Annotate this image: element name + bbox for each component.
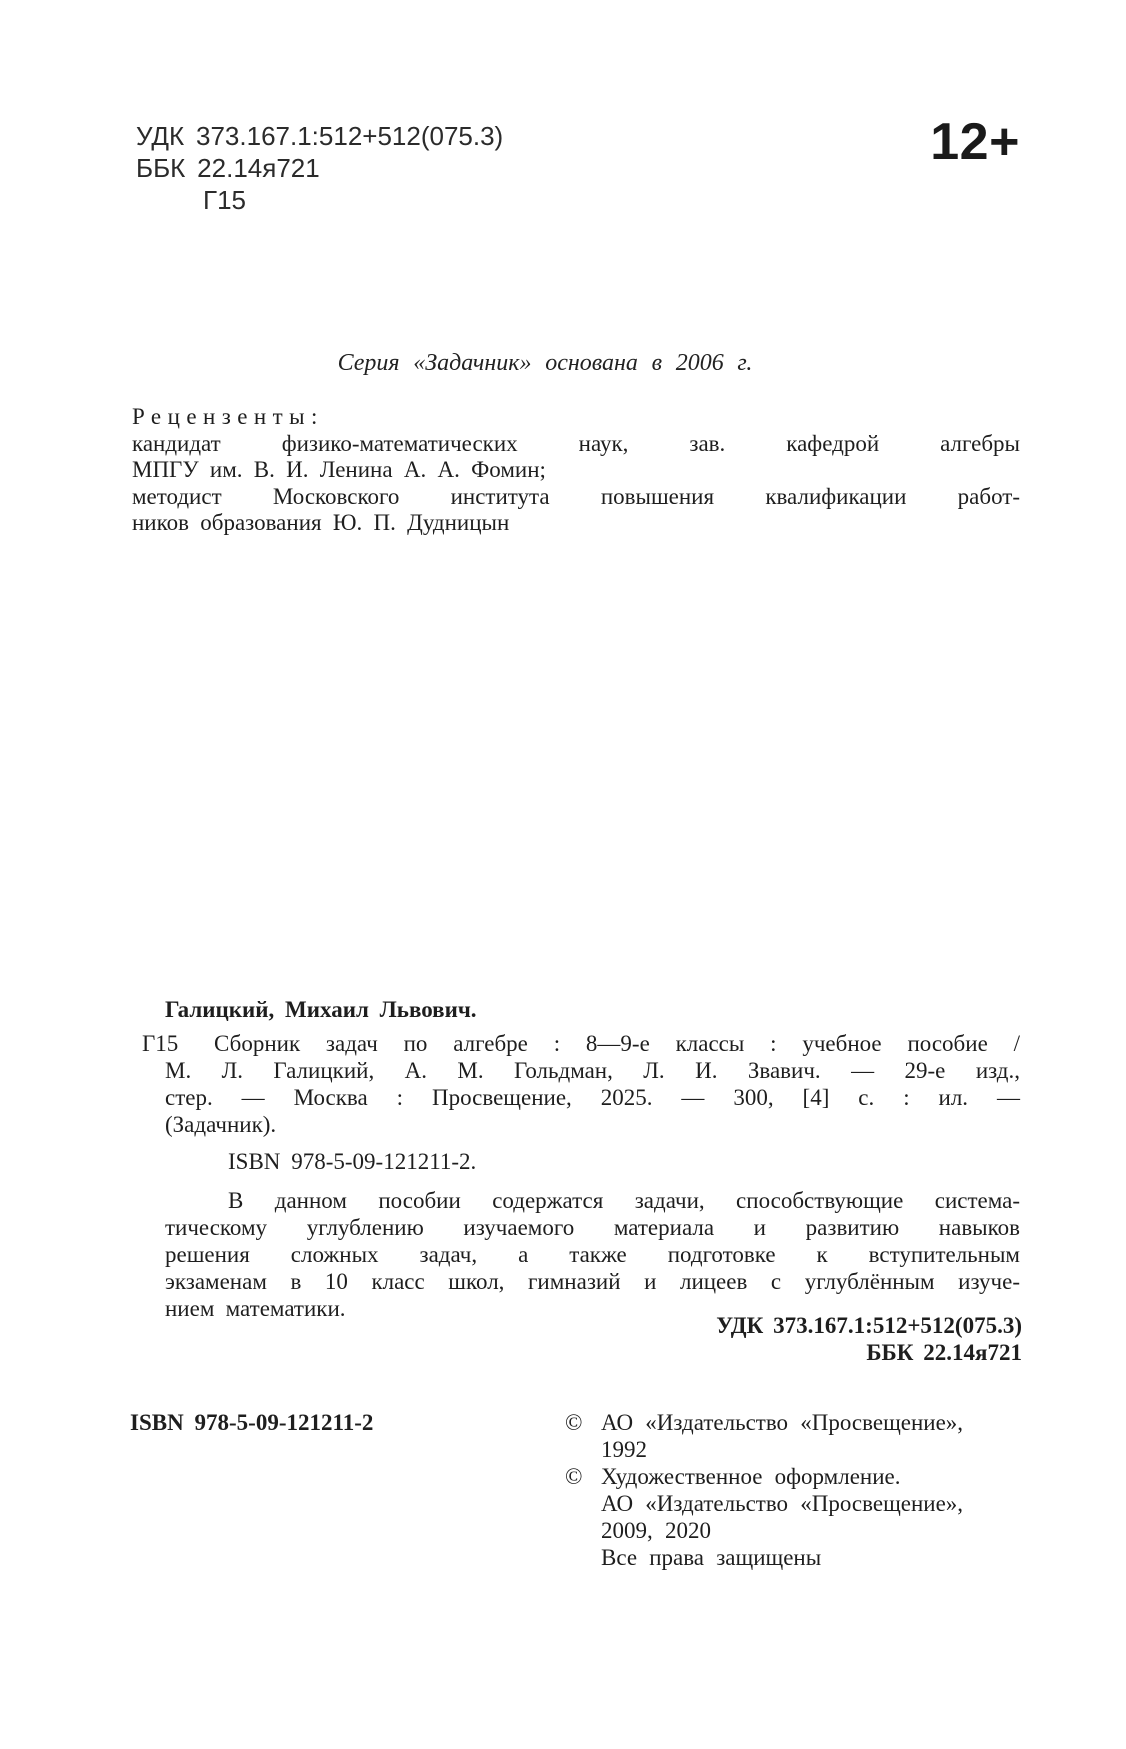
age-rating-badge: 12+ bbox=[930, 113, 1020, 171]
udk-line: УДК 373.167.1:512+512(075.3) bbox=[136, 121, 504, 151]
reviewers-block bbox=[132, 404, 1020, 537]
annotation-line: тическому углублению изучаемого материала и развитию навыков bbox=[165, 1215, 1020, 1240]
reviewer-line: методист Московского института повышения квалификации работ- bbox=[132, 483, 1020, 509]
bibliography-line: (Задачник). bbox=[165, 1112, 277, 1137]
series-note: Серия «Задачник» основана в 2006 г. bbox=[337, 350, 753, 376]
annotation-block bbox=[165, 1187, 1020, 1322]
reviewer-line: кандидат физико-математических наук, зав. кафедрой алгебры bbox=[132, 430, 1020, 456]
copyright-line: АО «Издательство «Просвещение», bbox=[601, 1491, 964, 1516]
rights-reserved-line: Все права защищены bbox=[601, 1545, 822, 1570]
copyright-line: 1992 bbox=[601, 1437, 647, 1462]
classification-block bbox=[136, 120, 503, 216]
isbn-line: ISBN 978-5-09-121211-2. bbox=[228, 1149, 477, 1174]
bibliography-line: Сборник задач по алгебре : 8—9-е классы : учебное пособие / bbox=[214, 1031, 1020, 1056]
copyright-icon: © bbox=[565, 1410, 583, 1435]
udk-line-bottom: УДК 373.167.1:512+512(075.3) bbox=[716, 1313, 1022, 1338]
bibliographic-card bbox=[165, 996, 1020, 1322]
copyright-line: Художественное оформление. bbox=[601, 1464, 901, 1489]
reviewers-heading: Рецензенты: bbox=[132, 404, 324, 429]
bibliography-line: М. Л. Галицкий, А. М. Гольдман, Л. И. Звавич. — 29-е изд., bbox=[165, 1058, 1020, 1083]
catalog-code-top: Г15 bbox=[203, 185, 246, 215]
classification-bottom bbox=[132, 1312, 1022, 1366]
annotation-line: экзаменам в 10 класс школ, гимназий и лицеев с углублённым изуче- bbox=[165, 1269, 1020, 1294]
catalog-code: Г15 bbox=[142, 1031, 179, 1056]
bbk-line-bottom: ББК 22.14я721 bbox=[866, 1340, 1022, 1365]
bibliography-line: стер. — Москва : Просвещение, 2025. — 300, [4] с. : ил. — bbox=[165, 1085, 1020, 1110]
reviewer-line: МПГУ им. В. И. Ленина А. А. Фомин; bbox=[132, 457, 546, 482]
reviewer-line: ников образования Ю. П. Дудницын bbox=[132, 510, 510, 535]
annotation-line: нием математики. bbox=[165, 1296, 346, 1321]
copyright-line: 2009, 2020 bbox=[601, 1518, 711, 1543]
copyright-item bbox=[565, 1409, 1035, 1463]
annotation-line: решения сложных задач, а также подготовке к вступительным bbox=[165, 1242, 1020, 1267]
isbn-bottom: ISBN 978-5-09-121211-2 bbox=[130, 1410, 374, 1435]
annotation-line: В данном пособии содержатся задачи, способствующие система- bbox=[228, 1188, 1020, 1213]
bbk-line: ББК 22.14я721 bbox=[136, 153, 320, 183]
copyright-icon: © bbox=[565, 1464, 583, 1489]
copyright-item bbox=[565, 1463, 1035, 1571]
copyright-line: АО «Издательство «Просвещение», bbox=[601, 1410, 964, 1435]
copyright-block bbox=[565, 1409, 1035, 1571]
author-name: Галицкий, Михаил Львович. bbox=[165, 997, 477, 1022]
